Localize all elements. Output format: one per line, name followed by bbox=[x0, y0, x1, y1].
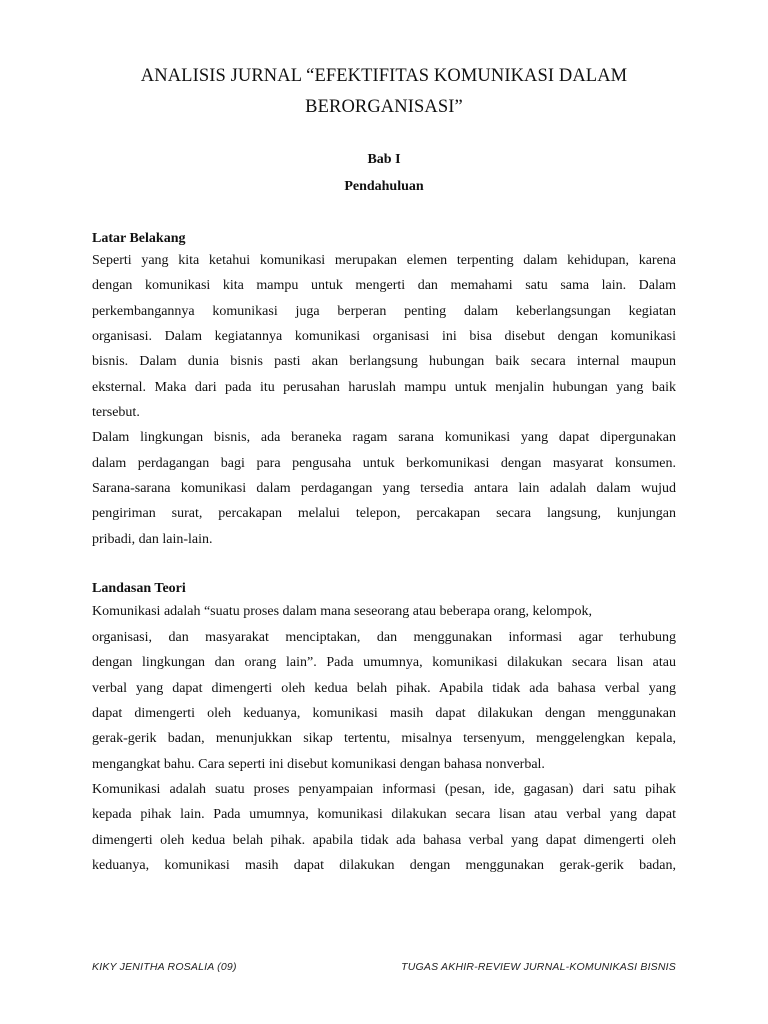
text-line: verbal yang dapat dimengerti oleh kedua belah pihak. Apabila tidak ada bahasa verbal yang bbox=[92, 681, 676, 696]
section-heading-landasan-teori: Landasan Teori bbox=[92, 581, 186, 596]
text-line: Komunikasi adalah “suatu proses dalam mana seseorang atau beberapa orang, kelompok, bbox=[92, 604, 592, 619]
document-title-line-1: ANALISIS JURNAL “EFEKTIFITAS KOMUNIKASI DALAM bbox=[140, 66, 628, 86]
text-line: keduanya, komunikasi masih dapat dilakukan dengan menggunakan gerak-gerik badan, bbox=[92, 858, 676, 873]
text-line: dapat dimengerti oleh keduanya, komunikasi masih dapat dilakukan dengan menggunakan bbox=[92, 706, 676, 721]
footer-document-label: TUGAS AKHIR-REVIEW JURNAL-KOMUNIKASI BISNIS bbox=[401, 961, 676, 973]
text-line: dimengerti oleh kedua belah pihak. apabila tidak ada bahasa verbal yang dapat dimengerti oleh bbox=[92, 833, 676, 848]
footer-author: KIKY JENITHA ROSALIA (09) bbox=[92, 961, 237, 973]
text-line: Sarana-sarana komunikasi dalam perdagangan yang tersedia antara lain adalah dalam wujud bbox=[92, 481, 676, 496]
text-line: Seperti yang kita ketahui komunikasi merupakan elemen terpenting dalam kehidupan, karena bbox=[92, 253, 676, 268]
text-line: eksternal. Maka dari pada itu perusahan haruslah mampu untuk menjalin hubungan yang baik bbox=[92, 380, 676, 395]
text-line: organisasi, dan masyarakat menciptakan, dan menggunakan informasi agar terhubung bbox=[92, 630, 676, 645]
text-line: bisnis. Dalam dunia bisnis pasti akan berlangsung hubungan baik secara internal maupun bbox=[92, 354, 676, 369]
section-heading-latar-belakang: Latar Belakang bbox=[92, 231, 186, 246]
document-title-line-2: BERORGANISASI” bbox=[305, 97, 463, 117]
text-line: organisasi. Dalam kegiatannya komunikasi organisasi ini bisa disebut dengan komunikasi bbox=[92, 329, 676, 344]
chapter-number: Bab I bbox=[367, 152, 401, 167]
chapter-title: Pendahuluan bbox=[344, 179, 424, 194]
text-line: dengan lingkungan dan orang lain”. Pada umumnya, komunikasi dilakukan secara lisan atau bbox=[92, 655, 676, 670]
text-line: mengangkat bahu. Cara seperti ini disebut komunikasi dengan bahasa nonverbal. bbox=[92, 757, 545, 772]
text-line: dengan komunikasi kita mampu untuk mengerti dan memahami satu sama lain. Dalam bbox=[92, 278, 676, 293]
text-line: tersebut. bbox=[92, 405, 140, 420]
text-line: dalam perdagangan bagi para pengusaha untuk berkomunikasi dengan masyarat konsumen. bbox=[92, 456, 676, 471]
text-line: Komunikasi adalah suatu proses penyampaian informasi (pesan, ide, gagasan) dari satu pihak bbox=[92, 782, 676, 797]
text-line: perkembangannya komunikasi juga berperan penting dalam keberlangsungan kegiatan bbox=[92, 304, 676, 319]
text-line: kepada pihak lain. Pada umumnya, komunikasi dilakukan secara lisan atau verbal yang dapat bbox=[92, 807, 676, 822]
text-line: pengiriman surat, percakapan melalui telepon, percakapan secara langsung, kunjungan bbox=[92, 506, 676, 521]
text-line: pribadi, dan lain-lain. bbox=[92, 532, 213, 547]
text-line: gerak-gerik badan, menunjukkan sikap tertentu, misalnya tersenyum, menggelengkan kepala, bbox=[92, 731, 676, 746]
text-line: Dalam lingkungan bisnis, ada beraneka ragam sarana komunikasi yang dapat dipergunakan bbox=[92, 430, 676, 445]
